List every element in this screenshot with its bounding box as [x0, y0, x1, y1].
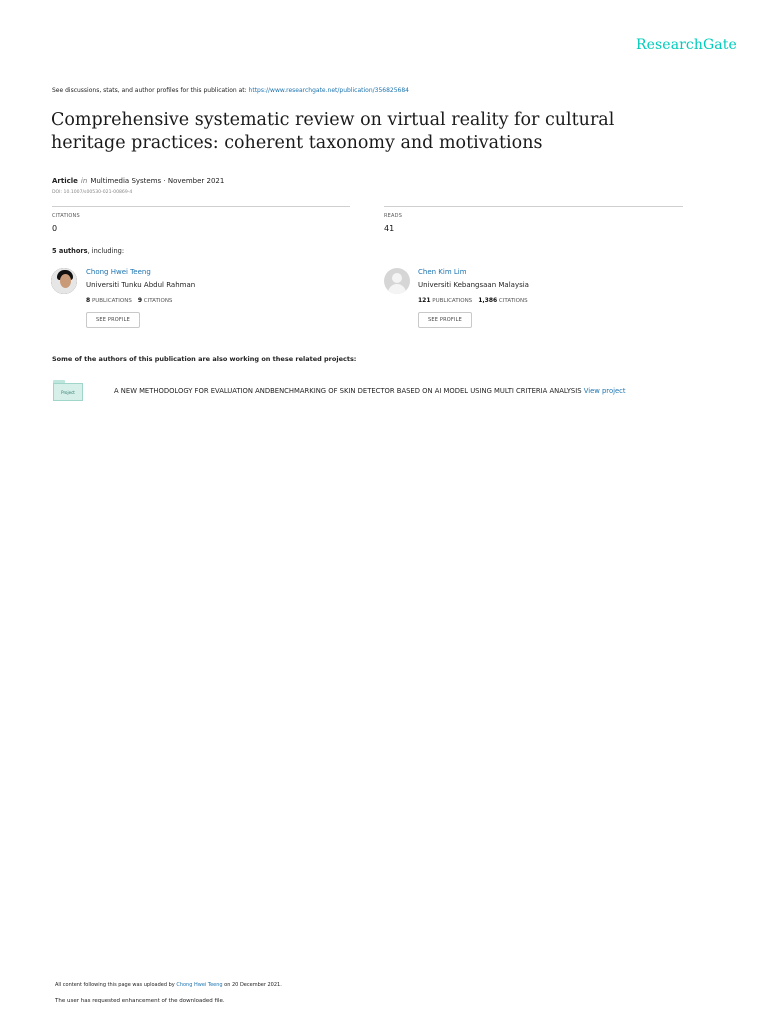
- author-stats: [86, 297, 172, 304]
- author-name-link[interactable]: Chen Kim Lim: [418, 268, 467, 276]
- reads-divider: [384, 206, 683, 207]
- enhancement-note: The user has requested enhancement of the downloaded file.: [55, 998, 225, 1004]
- publication-title: Comprehensive systematic review on virtual reality for cultural heritage practices: coherent taxonomy and motivations: [51, 110, 615, 153]
- journal-date: Multimedia Systems · November 2021: [90, 177, 225, 185]
- view-project-link[interactable]: View project: [583, 387, 626, 395]
- researchgate-logo[interactable]: ResearchGate: [636, 37, 737, 53]
- citations-label: CITATIONS: [52, 213, 80, 219]
- author-stats: [418, 297, 528, 304]
- discussions-line: [52, 87, 409, 94]
- author-name-link[interactable]: Chong Hwei Teeng: [86, 268, 151, 276]
- related-projects-heading: Some of the authors of this publication are also working on these related projects:: [52, 355, 357, 363]
- article-in: in: [80, 177, 88, 185]
- author-institution: Universiti Kebangsaan Malaysia: [418, 281, 529, 289]
- project-title: A NEW METHODOLOGY FOR EVALUATION ANDBENCHMARKING OF SKIN DETECTOR BASED ON AI MODEL USING MULTI CRITERIA ANALYSIS: [114, 387, 582, 395]
- publication-url-link[interactable]: https://www.researchgate.net/publication/356825684: [248, 87, 409, 94]
- authors-header: [52, 247, 124, 255]
- article-meta: [52, 177, 224, 185]
- author-citations-label: CITATIONS: [498, 298, 528, 304]
- upload-note: [55, 982, 282, 988]
- publications-count: 8: [86, 297, 91, 304]
- uploader-link[interactable]: Chong Hwei Teeng: [176, 982, 223, 988]
- avatar[interactable]: [51, 268, 77, 294]
- project-folder-icon: [53, 380, 83, 401]
- authors-count: 5 authors: [52, 247, 88, 255]
- publications-label: PUBLICATIONS: [432, 298, 473, 304]
- citations-value: 0: [52, 224, 58, 233]
- upload-suffix: on 20 December 2021.: [222, 982, 282, 988]
- authors-suffix: , including:: [87, 247, 125, 255]
- doi: DOI: 10.1007/s00530-021-00869-4: [52, 190, 133, 195]
- publications-label: PUBLICATIONS: [91, 298, 132, 304]
- project-icon-label: Project: [61, 390, 75, 395]
- see-profile-button[interactable]: SEE PROFILE: [418, 312, 472, 328]
- related-project-item: [114, 387, 626, 395]
- article-type: Article: [52, 177, 78, 185]
- reads-label: READS: [384, 213, 403, 219]
- avatar-placeholder-icon[interactable]: [384, 268, 410, 294]
- reads-value: 41: [384, 224, 395, 233]
- author-citations-count: 1,386: [478, 297, 498, 304]
- citations-divider: [52, 206, 350, 207]
- publications-count: 121: [418, 297, 431, 304]
- discussions-prefix: See discussions, stats, and author profiles for this publication at:: [52, 87, 249, 94]
- author-institution: Universiti Tunku Abdul Rahman: [86, 281, 196, 289]
- upload-prefix: All content following this page was uploaded by: [55, 982, 177, 988]
- author-citations-count: 9: [137, 297, 143, 304]
- author-citations-label: CITATIONS: [143, 298, 173, 304]
- see-profile-button[interactable]: SEE PROFILE: [86, 312, 140, 328]
